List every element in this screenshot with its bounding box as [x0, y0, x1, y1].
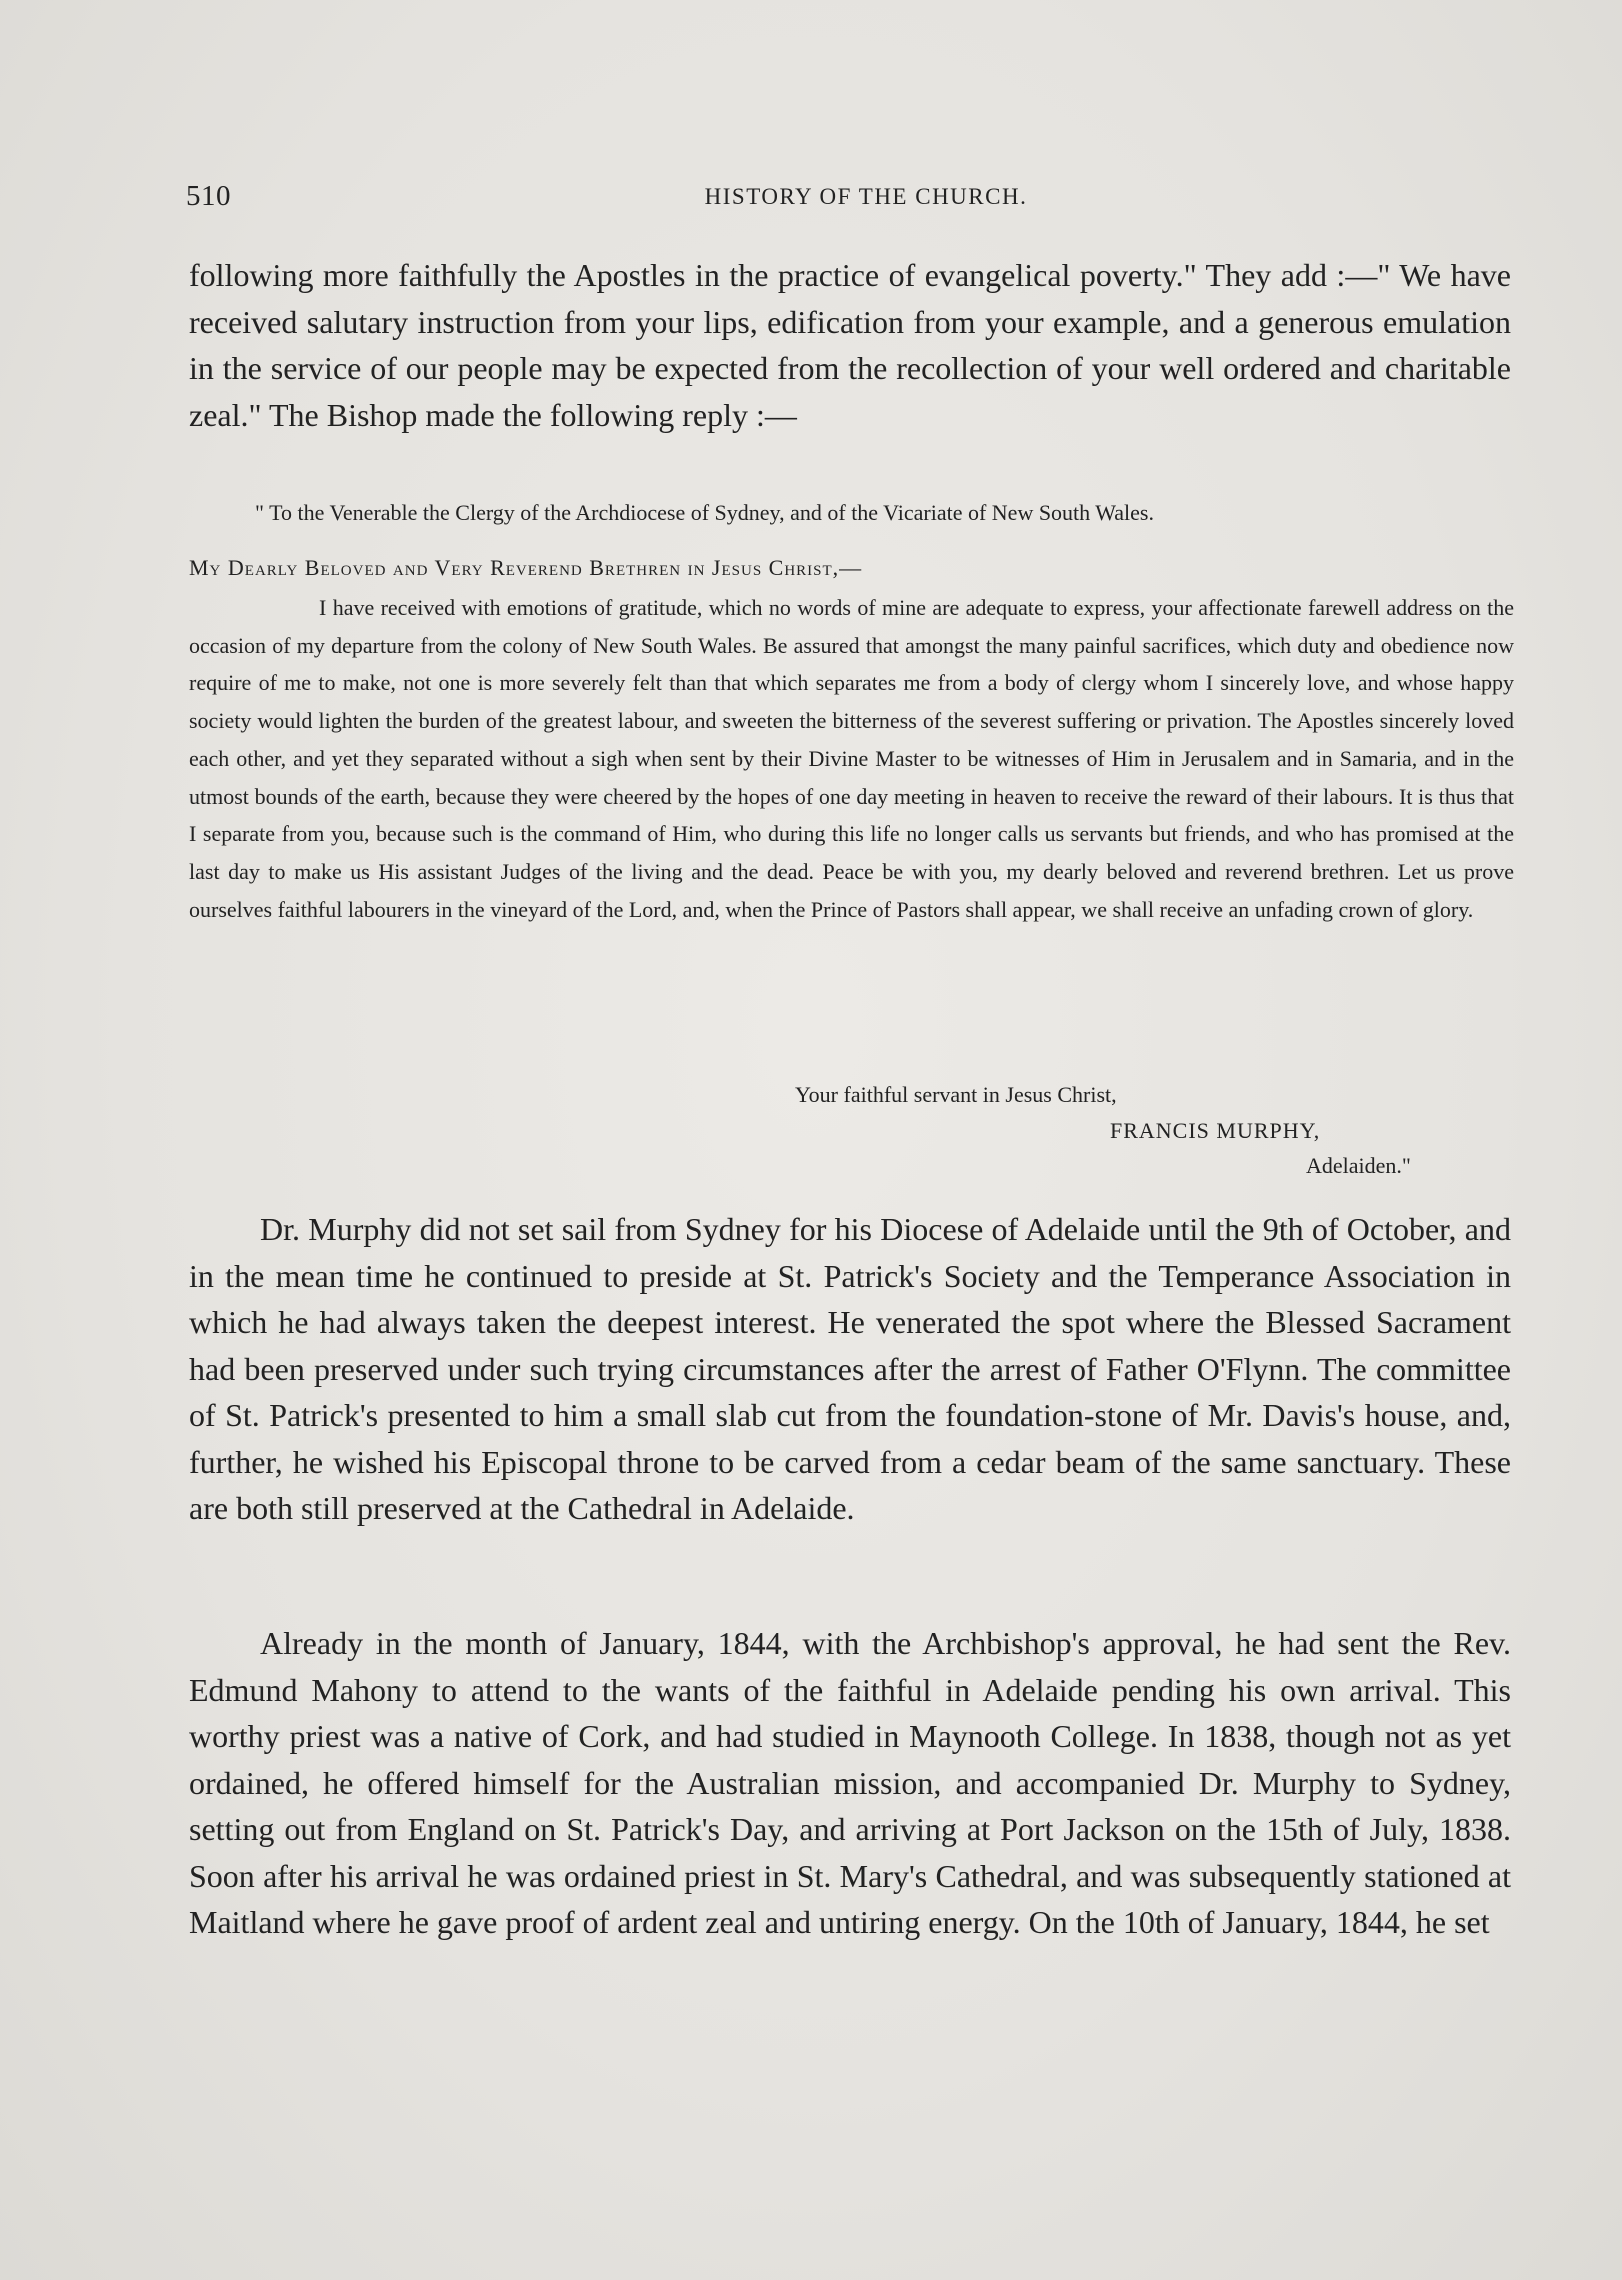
letter-see: Adelaiden." [1306, 1153, 1411, 1178]
paragraph-mahony: Already in the month of January, 1844, with the Archbishop's approval, he had sent the Rev. Edmund Mahony to attend to the wants of the faithful in Adelaide pending his own arrival. This worthy priest was a native of Cork, and had studied in Maynooth College. In 1838, though not as yet ordained, he offered himself for the Australian mission, and accompanied Dr. Murphy to Sydney, setting out from England on St. Patrick's Day, and arriving at Port Jackson on the 15th of July, 1838. Soon after his arrival he was ordained priest in St. Mary's Cathedral, and was subsequently stationed at Maitland where he gave proof of ardent zeal and untiring energy. On the 10th of January, 1844, he set [189, 1625, 1511, 1940]
running-head: HISTORY OF THE CHURCH. [704, 184, 1028, 209]
letter-address: " To the Venerable the Clergy of the Archdiocese of Sydney, and of the Vicariate of New South Wales. [255, 500, 1154, 525]
letter-body: I have received with emotions of gratitude, which no words of mine are adequate to express, your affectionate farewell address on the occasion of my departure from the colony of New South Wales. Be assured that amongst the many painful sacrifices, which duty and obedience now require of me to make, not one is more severely felt than that which separates me from a body of clergy whom I sincerely love, and whose happy society would lighten the burden of the greatest labour, and sweeten the bitterness of the severest suffering or privation. The Apostles sincerely loved each other, and yet they separated without a sigh when sent by their Divine Master to be witnesses of Him in Jerusalem and in Samaria, and in the utmost bounds of the earth, because they were cheered by the hopes of one day meeting in heaven to receive the reward of their labours. It is thus that I separate from you, because such is the command of Him, who during this life no longer calls us servants but friends, and who has promised at the last day to make us His assistant Judges of the living and the dead. Peace be with you, my dearly beloved and reverend brethren. Let us prove ourselves faithful labourers in the vineyard of the Lord, and, when the Prince of Pastors shall appear, we shall receive an unfading crown of glory. [189, 595, 1514, 922]
letter-signature: FRANCIS MURPHY, [1110, 1118, 1321, 1143]
page-header [186, 180, 1516, 220]
page-number: 510 [186, 180, 231, 212]
letter-closing: Your faithful servant in Jesus Christ, [795, 1082, 1117, 1107]
paragraph-departure: Dr. Murphy did not set sail from Sydney for his Diocese of Adelaide until the 9th of October, and in the mean time he continued to preside at St. Patrick's Society and the Temperance Association in which he had always taken the deepest interest. He venerated the spot where the Blessed Sacrament had been preserved under such trying circumstances after the arrest of Father O'Flynn. The committee of St. Patrick's presented to him a small slab cut from the foundation-stone of Mr. Davis's house, and, further, he wished his Episcopal throne to be carved from a cedar beam of the same sanctuary. These are both still preserved at the Cathedral in Adelaide. [189, 1211, 1511, 1526]
paragraph-poverty-address: following more faithfully the Apostles in the practice of evangelical poverty." They add :—" We have received salutary instruction from your lips, edification from your example, and a generous emulation in the service of our people may be expected from the recollection of your well ordered and charitable zeal." The Bishop made the following reply :— [189, 257, 1511, 433]
letter-salutation: My Dearly Beloved and Very Reverend Brethren in Jesus Christ,— [189, 555, 863, 580]
